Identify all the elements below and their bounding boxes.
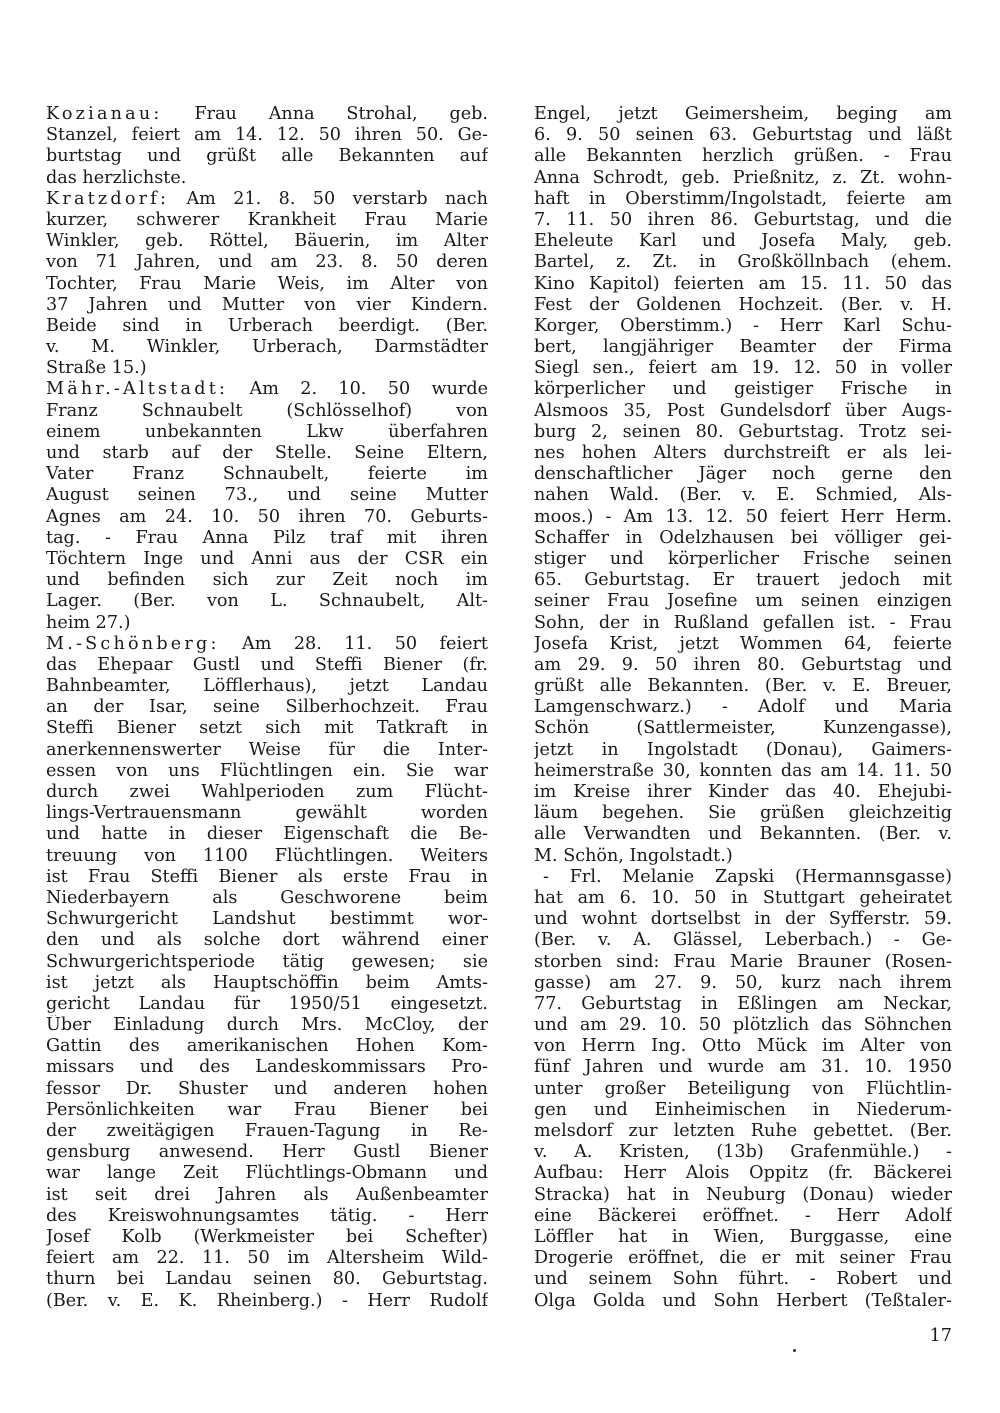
line-text: von 71 Jahren, und am 23. 8. 50 deren [46,252,488,273]
text-line [534,803,952,824]
line-text: Tochter, Frau Marie Weis, im Alter von [46,273,488,294]
line-text: hat am 6. 10. 50 in Stuttgart geheiratet [534,887,952,908]
line-text: unter großer Beteiligung von Flüchtlin- [534,1078,952,1099]
text-line [46,252,488,273]
text-line [46,803,488,824]
text-line [46,930,488,951]
text-line [534,125,952,146]
line-text: treuung von 1100 Flüchtlingen. Weiters [46,845,488,866]
line-text: ist seit drei Jahren als Außenbeamter [46,1184,488,1205]
text-line [46,1142,488,1163]
line-text: lings-Vertrauensmann gewählt worden [46,803,488,824]
line-text: storben sind: Frau Marie Brauner (Rosen- [534,951,952,972]
text-line [534,401,952,422]
line-text: das Ehepaar Gustl und Steffi Biener (fr. [46,654,488,675]
line-text: an der Isar, seine Silberhochzeit. Frau [46,697,488,718]
text-line [534,697,952,718]
text-line [46,210,488,231]
text-line [534,1185,952,1206]
line-text: Franz Schnaubelt (Schlösselhof) von [46,400,488,421]
line-text: und hatte in dieser Eigenschaft die Be- [46,824,488,845]
line-text: Schwurgerichtsperiode tätig gewesen; sie [46,951,488,972]
text-line [46,1015,488,1036]
line-text: moos.) - Am 13. 12. 50 feiert Herr Herm. [534,506,952,527]
line-text: ist Frau Steffi Biener als erste Frau in [46,866,488,887]
line-text: gen und Einheimischen in Niederum- [534,1099,952,1120]
line-text: melsdorf zur letzten Ruhe gebettet. (Ber. [534,1121,952,1141]
text-line [534,189,952,210]
line-text: und wohnt dortselbst in der Syfferstr. 59. [534,909,952,930]
text-line [534,485,952,506]
text-line [534,1142,952,1163]
line-text: Schön (Sattlermeister, Kunzengasse), [534,718,952,739]
line-text: läum begehen. Sie grüßen gleichzeitig [534,803,952,824]
text-line [46,1163,488,1184]
line-text: anerkennenswerter Weise für die Inter- [46,739,488,760]
line-text: einem unbekannten Lkw überfahren [46,421,488,442]
line-text: und starb auf der Stelle. Seine Eltern, [46,443,488,463]
text-line [46,697,488,718]
text-line [534,1163,952,1184]
text-line [534,210,952,231]
line-text: Sohn, der in Rußland gefallen ist. - Frau [534,612,952,633]
text-line [534,867,952,888]
text-line [534,274,952,295]
line-text: Am 21. 8. 50 verstarb nach [169,188,488,209]
line-text: burtstag und grüßt alle Bekannten auf [46,146,488,167]
line-text: das herzlichste. [46,167,187,188]
line-text: - Frl. Melanie Zapski (Hermannsgasse) [543,866,952,887]
line-text: kurzer, schwerer Krankheit Frau Marie [46,209,488,230]
text-line [46,782,488,803]
text-line [46,146,488,167]
text-line [46,125,488,146]
line-text: feiert am 22. 11. 50 im Altersheim Wild- [46,1248,488,1269]
text-line [534,1036,952,1057]
text-line [534,740,952,761]
line-text: Kino Kapitol) feierten am 15. 11. 50 das [534,273,952,294]
text-line [46,761,488,782]
line-text: Winkler, geb. Röttel, Bäuerin, im Alter [46,231,488,252]
text-line [46,613,488,634]
text-line [534,1291,952,1312]
line-text: Olga Golda und Sohn Herbert (Teßtaler- [534,1290,952,1311]
line-text: fünf Jahren und wurde am 31. 10. 1950 [534,1057,952,1078]
text-line [46,824,488,845]
text-line [46,1227,488,1248]
line-text: v. A. Kristen, (13b) Grafenmühle.) - [534,1142,952,1163]
line-text: jetzt in Ingolstadt (Donau), Gaimers- [534,739,952,760]
line-text: missars und des Landeskommissars Pro- [46,1057,488,1078]
text-line [534,994,952,1015]
text-line [46,634,488,655]
text-line [534,1057,952,1078]
line-text: 77. Geburtstag in Eßlingen am Neckar, [534,993,952,1014]
line-text: Schwurgericht Landshut bestimmt wor- [46,909,488,930]
text-line [534,443,952,464]
text-line [46,676,488,697]
line-text: Bartel, z. Zt. in Großköllnbach (ehem. [534,252,952,273]
line-text: ist jetzt als Hauptschöffin beim Amts- [46,972,488,993]
text-line [534,1248,952,1269]
text-line [534,464,952,485]
text-line [46,549,488,570]
line-text: 7. 11. 50 ihren 86. Geburtstag, und die [534,209,952,230]
text-line [46,740,488,761]
line-text: am 29. 9. 50 ihren 80. Geburtstag und [534,654,952,675]
line-text: 6. 9. 50 seinen 63. Geburtstag und läßt [534,125,952,146]
place-name: Kozianau: [46,104,163,124]
text-line [534,358,952,379]
text-line [46,1269,488,1290]
line-text: war lange Zeit Flüchtlings-Obmann und [46,1163,488,1184]
line-text: Josefa Krist, jetzt Wommen 64, feierte [534,633,952,654]
text-line [46,1100,488,1121]
text-line [46,1206,488,1227]
text-line [46,401,488,422]
line-text: Löffler hat in Wien, Burggasse, eine [534,1226,952,1247]
text-line [534,231,952,252]
line-text: bert, langjähriger Beamter der Firma [534,337,952,358]
line-text: und seinem Sohn führt. - Robert und [534,1269,952,1290]
text-line [534,1015,952,1036]
line-text: Korger, Oberstimm.) - Herr Karl Schu- [534,315,952,336]
text-line [46,1057,488,1078]
text-line [534,1269,952,1290]
line-text: Engel, jetzt Geimersheim, beging am [534,104,952,124]
text-line [46,528,488,549]
text-line [534,909,952,930]
line-text: burg 2, seinen 80. Geburtstag. Trotz sei- [534,421,952,442]
text-line [534,888,952,909]
line-text: denschaftlicher Jäger noch gerne den [534,464,952,485]
line-text: eine Bäckerei eröffnet. - Herr Adolf [534,1205,952,1226]
line-text: den und als solche dort während einer [46,930,488,951]
text-line [534,507,952,528]
line-text: essen von uns Flüchtlingen ein. Sie war [46,760,488,781]
line-text: Über Einladung durch Mrs. McCloy, der [46,1015,488,1036]
text-line [534,1100,952,1121]
page-number: 17 [929,1326,952,1346]
text-line [46,570,488,591]
text-line [534,718,952,739]
line-text: Aufbau: Herr Alois Oppitz (fr. Bäckerei [534,1163,952,1184]
text-line [46,422,488,443]
text-line [46,464,488,485]
text-line [534,591,952,612]
line-text: 37 Jahren und Mutter von vier Kindern. [46,294,488,315]
left-text-column [46,104,488,1312]
line-text: tag. - Frau Anna Pilz traf mit ihren [46,527,488,548]
line-text: gensburg anwesend. Herr Gustl Biener [46,1142,488,1163]
place-name: Mähr.-Altstadt: [46,379,229,400]
line-text: Anna Schrodt, geb. Prießnitz, z. Zt. wohn- [534,167,952,188]
line-text: nes hohen Alters durchstreift er als lei- [534,443,952,463]
line-text: Schaffer in Odelzhausen bei völliger gei- [534,527,952,548]
line-text: Steffi Biener setzt sich mit Tatkraft in [46,718,488,739]
line-text: Am 28. 11. 50 feiert [219,633,488,654]
line-text: Alsmoos 35, Post Gundelsdorf über Augs- [534,400,952,421]
line-text: grüßt alle Bekannten. (Ber. v. E. Breuer, [534,676,952,697]
line-text: und befinden sich zur Zeit noch im [46,570,488,591]
text-line [534,1079,952,1100]
line-text: v. M. Winkler, Urberach, Darmstädter [46,337,488,358]
line-text: Bahnbeamter, Löfflerhaus), jetzt Landau [46,676,488,697]
line-text: fessor Dr. Shuster und anderen hohen [46,1078,488,1099]
line-text: thurn bei Landau seinen 80. Geburtstag. [46,1269,488,1290]
text-line [46,1121,488,1142]
line-text: gericht Landau für 1950/51 eingesetzt. [46,993,488,1014]
line-text: 65. Geburtstag. Er trauert jedoch mit [534,570,952,591]
text-line [534,252,952,273]
text-line [46,973,488,994]
text-line [534,549,952,570]
line-text: Beide sind in Urberach beerdigt. (Ber. [46,315,488,336]
line-text: stiger und körperlicher Frische seinen [534,548,952,569]
text-line [46,718,488,739]
text-line [534,104,952,125]
text-line [534,1206,952,1227]
text-line [46,295,488,316]
line-text: und am 29. 10. 50 plötzlich das Söhnchen [534,1015,952,1036]
line-text: gasse) am 27. 9. 50, kurz nach ihrem [534,972,952,993]
text-line [46,1079,488,1100]
text-line [534,761,952,782]
text-line [534,824,952,845]
right-text-column [534,104,952,1312]
text-line [46,316,488,337]
line-text: Eheleute Karl und Josefa Maly, geb. [534,231,952,252]
text-line [534,1121,952,1142]
line-text: alle Verwandten und Bekannten. (Ber. v. [534,824,952,845]
text-line [46,867,488,888]
text-line [46,994,488,1015]
text-line [46,1185,488,1206]
line-text: heimerstraße 30, konnten das am 14. 11. 50 [534,760,952,781]
line-text: Agnes am 24. 10. 50 ihren 70. Geburts- [46,506,488,527]
line-text: der zweitägigen Frauen-Tagung in Re- [46,1121,488,1141]
text-line [46,168,488,189]
text-line [46,443,488,464]
text-line [534,782,952,803]
text-line [46,1291,488,1312]
line-text: seiner Frau Josefine um seinen einzigen [534,591,952,612]
line-text: Vater Franz Schnaubelt, feierte im [46,464,488,485]
line-text: Niederbayern als Geschworene beim [46,887,488,908]
print-speck [793,1349,796,1352]
text-line [46,358,488,379]
text-line [534,1227,952,1248]
line-text: nahen Wald. (Ber. v. E. Schmied, Als- [534,485,952,506]
line-text: durch zwei Wahlperioden zum Flücht- [46,782,488,802]
text-line [46,1248,488,1269]
line-text: Gattin des amerikanischen Hohen Kom- [46,1036,488,1057]
line-text: haft in Oberstimm/Ingolstadt, feierte am [534,188,952,209]
line-text: (Ber. v. E. K. Rheinberg.) - Herr Rudolf [46,1290,488,1311]
line-text: Lamgenschwarz.) - Adolf und Maria [534,697,952,718]
text-line [46,379,488,400]
text-line [534,146,952,167]
line-text: M. Schön, Ingolstadt.) [534,845,733,866]
text-line [534,570,952,591]
line-text: körperlicher und geistiger Frische in [534,379,952,400]
line-text: Straße 15.) [46,358,147,379]
text-line [534,973,952,994]
text-line [46,655,488,676]
text-line [46,952,488,973]
text-line [46,507,488,528]
text-line [534,422,952,443]
line-text: von Herrn Ing. Otto Mück im Alter von [534,1036,952,1057]
text-line [46,485,488,506]
text-line [46,909,488,930]
line-text: August seinen 73., und seine Mutter [46,485,488,506]
text-line [46,189,488,210]
text-line [46,1036,488,1057]
line-text: des Kreiswohnungsamtes tätig. - Herr [46,1205,488,1226]
line-text: alle Bekannten herzlich grüßen. - Frau [534,146,952,167]
text-line [534,846,952,867]
text-line [46,888,488,909]
text-line [534,655,952,676]
line-text: Frau Anna Strohal, geb. [162,104,488,124]
line-text: Stanzel, feiert am 14. 12. 50 ihren 50. Ge- [46,125,488,146]
line-text: Töchtern Inge und Anni aus der CSR ein [46,548,488,569]
text-line [534,337,952,358]
line-text: Lager. (Ber. von L. Schnaubelt, Alt- [46,591,488,612]
text-line [534,295,952,316]
text-line [46,337,488,358]
text-line [534,676,952,697]
text-line [534,613,952,634]
line-text: Drogerie eröffnet, die er mit seiner Frau [534,1248,952,1269]
text-line [534,952,952,973]
text-line [534,168,952,189]
line-text: heim 27.) [46,612,131,633]
line-text: Josef Kolb (Werkmeister bei Schefter) [46,1226,488,1247]
text-line [534,379,952,400]
place-name: M.-Schönberg: [46,633,220,654]
text-line [46,104,488,125]
text-line [534,316,952,337]
text-line [46,231,488,252]
text-line [46,591,488,612]
line-text: Siegl sen., feiert am 19. 12. 50 in voller [534,358,952,379]
text-line [46,846,488,867]
text-line [534,528,952,549]
text-line [534,930,952,951]
text-line [534,634,952,655]
line-text: Persönlichkeiten war Frau Biener bei [46,1099,488,1120]
line-text: Stracka) hat in Neuburg (Donau) wieder [534,1184,952,1205]
line-text: (Ber. v. A. Glässel, Leberbach.) - Ge- [534,930,952,951]
line-text: Am 2. 10. 50 wurde [228,379,488,400]
line-text: im Kreise ihrer Kinder das 40. Ehejubi- [534,782,952,802]
text-line [46,274,488,295]
line-text: Fest der Goldenen Hochzeit. (Ber. v. H. [534,294,952,315]
place-name: Kratzdorf: [46,188,170,209]
